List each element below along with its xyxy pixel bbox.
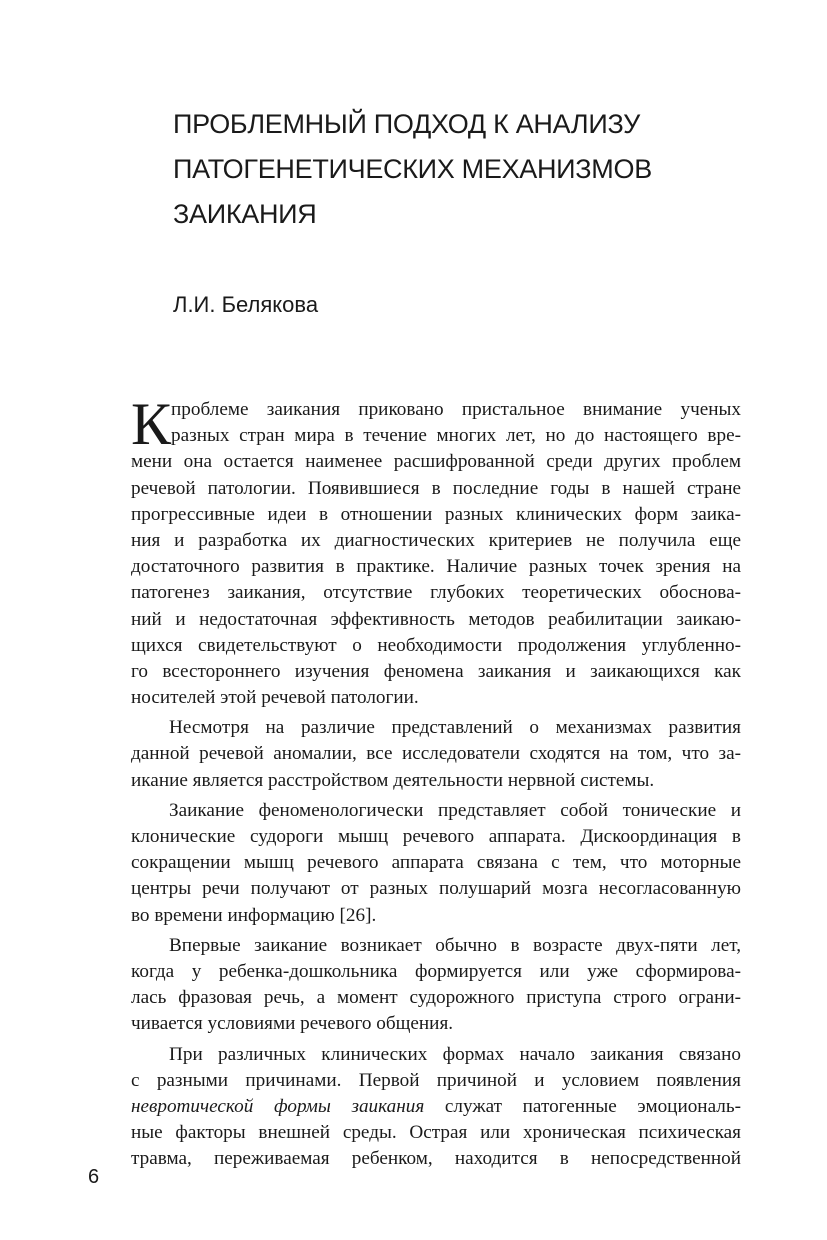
text-line: во времени информацию [26]. xyxy=(131,904,377,926)
text-line: данной речевой аномалии, все исследователи сходятся на том, что за- xyxy=(131,743,741,765)
paragraph-3 xyxy=(131,798,741,929)
text-line: ния и разработка их диагностических критериев не получила еще xyxy=(131,529,741,551)
text-line: речевой патологии. Появившиеся в последние годы в нашей стране xyxy=(131,477,741,499)
text-line: ные факторы внешней среды. Острая или хроническая психическая xyxy=(131,1122,741,1144)
text-fragment: служат патогенные эмоциональ- xyxy=(424,1095,741,1117)
text-line: Несмотря на различие представлений о механизмах развития xyxy=(169,717,741,739)
text-line: травма, переживаемая ребенком, находится в непосредственной xyxy=(131,1148,741,1170)
title-line-1: ПРОБЛЕМНЫЙ ПОДХОД К АНАЛИЗУ xyxy=(173,109,640,139)
text-line: чивается условиями речевого общения. xyxy=(131,1013,454,1035)
drop-cap: К xyxy=(131,391,172,457)
paragraph-4 xyxy=(131,933,741,1038)
text-line: патогенез заикания, отсутствие глубоких теоретических обоснова- xyxy=(131,582,741,604)
text-line: икание является расстройством деятельности нервной системы. xyxy=(131,769,655,791)
text-line: когда у ребенка-дошкольника формируется или уже сформирова- xyxy=(131,960,741,982)
title-line-2: ПАТОГЕНЕТИЧЕСКИХ МЕХАНИЗМОВ xyxy=(173,154,652,184)
text-line: сокращении мышц речевого аппарата связана с тем, что моторные xyxy=(131,852,741,874)
article-body xyxy=(131,391,741,1172)
text-line: лась фразовая речь, а момент судорожного приступа строго ограни- xyxy=(131,987,741,1009)
paragraph-5 xyxy=(131,1042,741,1173)
text-line xyxy=(131,1094,741,1120)
text-line: с разными причинами. Первой причиной и условием появления xyxy=(131,1069,741,1091)
article-title xyxy=(173,102,773,237)
paragraph-2 xyxy=(131,715,741,794)
text-line: центры речи получают от разных полушарий мозга несогласованную xyxy=(131,878,741,900)
text-line: клонические судороги мышц речевого аппарата. Дискоординация в xyxy=(131,826,741,847)
text-line: щихся свидетельствуют о необходимости продолжения углубленно- xyxy=(131,634,741,656)
text-line: достаточного развития в практике. Наличие разных точек зрения на xyxy=(131,556,741,578)
paragraph-1 xyxy=(131,391,741,711)
text-line: ний и недостаточная эффективность методов реабилитации заикаю- xyxy=(131,608,741,630)
text-line: мени она остается наименее расшифрованной среди других проблем xyxy=(131,451,741,473)
italic-term: невротической формы заикания xyxy=(131,1095,425,1117)
text-line: разных стран мира в течение многих лет, но до настоящего вре- xyxy=(171,425,741,447)
text-line: Заикание феноменологически представляет собой тонические и xyxy=(169,799,741,821)
title-line-3: ЗАИКАНИЯ xyxy=(173,199,317,229)
text-line: прогрессивные идеи в отношении разных клинических форм заика- xyxy=(131,503,741,525)
text-line: носителей этой речевой патологии. xyxy=(131,687,419,709)
page-number: 6 xyxy=(88,1166,100,1188)
text-line: проблеме заикания приковано пристальное внимание ученых xyxy=(171,399,741,420)
text-line: Впервые заикание возникает обычно в возрасте двух-пяти лет, xyxy=(169,934,741,956)
text-line: При различных клинических формах начало заикания связано xyxy=(169,1043,741,1065)
text-line: го всестороннего изучения феномена заикания и заикающихся как xyxy=(131,660,741,682)
author-name: Л.И. Белякова xyxy=(173,292,319,317)
